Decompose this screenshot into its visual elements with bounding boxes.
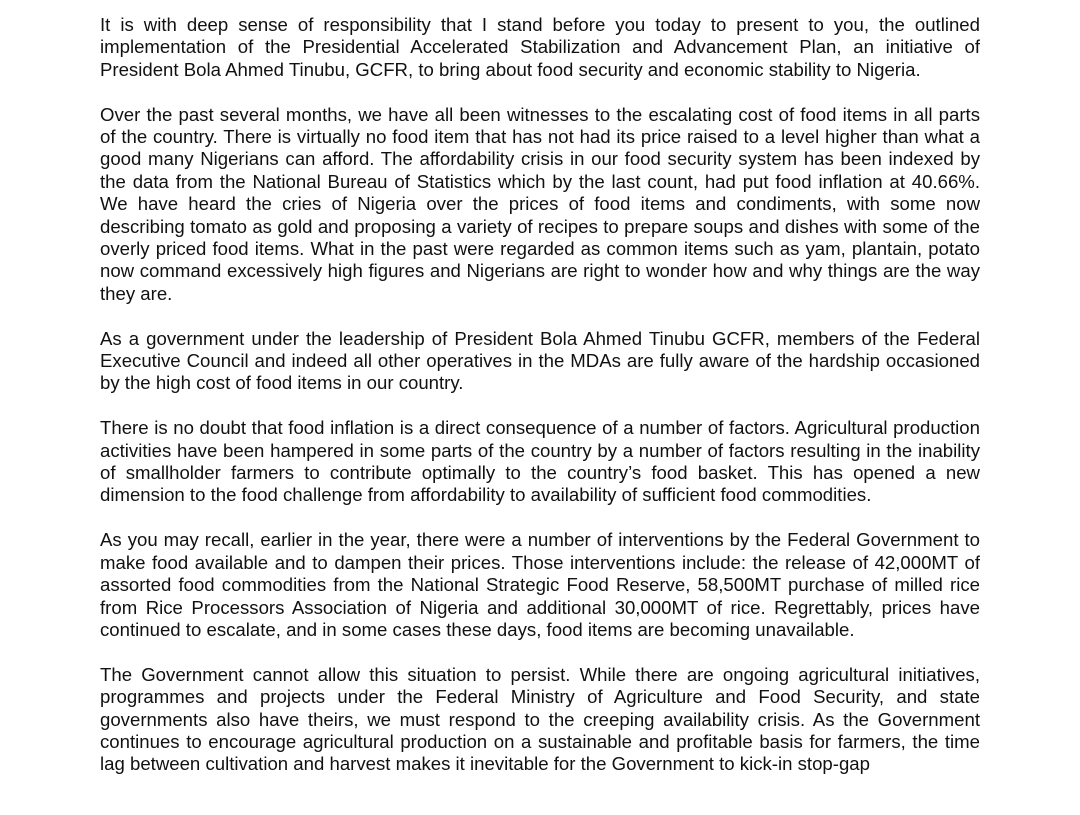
paragraph-intro: It is with deep sense of responsibility that I stand before you today to present to you, the outlined implementation of the Presidential Accelerated Stabilization and Advancement Plan, an initiative of President Bola Ahmed Tinubu, GCFR, to bring about food security and economic stability to Nigeria. <box>100 14 980 80</box>
paragraph-inflation-factors: There is no doubt that food inflation is a direct consequence of a number of factors. Agricultural production activities have been hampered in some parts of the country by a number of factors resulting in the inability of smallholder farmers to contribute optimally to the country’s food basket. This has opened a new dimension to the food challenge from affordability to availability of sufficient food commodities. <box>100 417 980 506</box>
paragraph-interventions: As you may recall, earlier in the year, there were a number of interventions by the Federal Government to make food available and to dampen their prices. Those interventions include: the release of 42,000MT of assorted food commodities from the National Strategic Food Reserve, 58,500MT purchase of milled rice from Rice Processors Association of Nigeria and additional 30,000MT of rice. Regrettably, prices have continued to escalate, and in some cases these days, food items are becoming unavailable. <box>100 529 980 640</box>
paragraph-response: The Government cannot allow this situation to persist. While there are ongoing agricultural initiatives, programmes and projects under the Federal Ministry of Agriculture and Food Security, and state governments also have theirs, we must respond to the creeping availability crisis. As the Government continues to encourage agricultural production on a sustainable and profitable basis for farmers, the time lag between cultivation and harvest makes it inevitable for the Government to kick-in stop-gap <box>100 663 980 775</box>
paragraph-food-cost: Over the past several months, we have all been witnesses to the escalating cost of food items in all parts of the country. There is virtually no food item that has not had its price raised to a level higher than what a good many Nigerians can afford. The affordability crisis in our food security system has been indexed by the data from the National Bureau of Statistics which by the last count, had put food inflation at 40.66%. We have heard the cries of Nigeria over the prices of food items and condiments, with some now describing tomato as gold and proposing a variety of recipes to prepare soups and dishes with some of the overly priced food items. What in the past were regarded as common items such as yam, plantain, potato now command excessively high figures and Nigerians are right to wonder how and why things are the way they are. <box>100 103 980 304</box>
document-page <box>100 14 980 815</box>
paragraph-government-awareness: As a government under the leadership of President Bola Ahmed Tinubu GCFR, members of the Federal Executive Council and indeed all other operatives in the MDAs are fully aware of the hardship occasioned by the high cost of food items in our country. <box>100 327 980 394</box>
